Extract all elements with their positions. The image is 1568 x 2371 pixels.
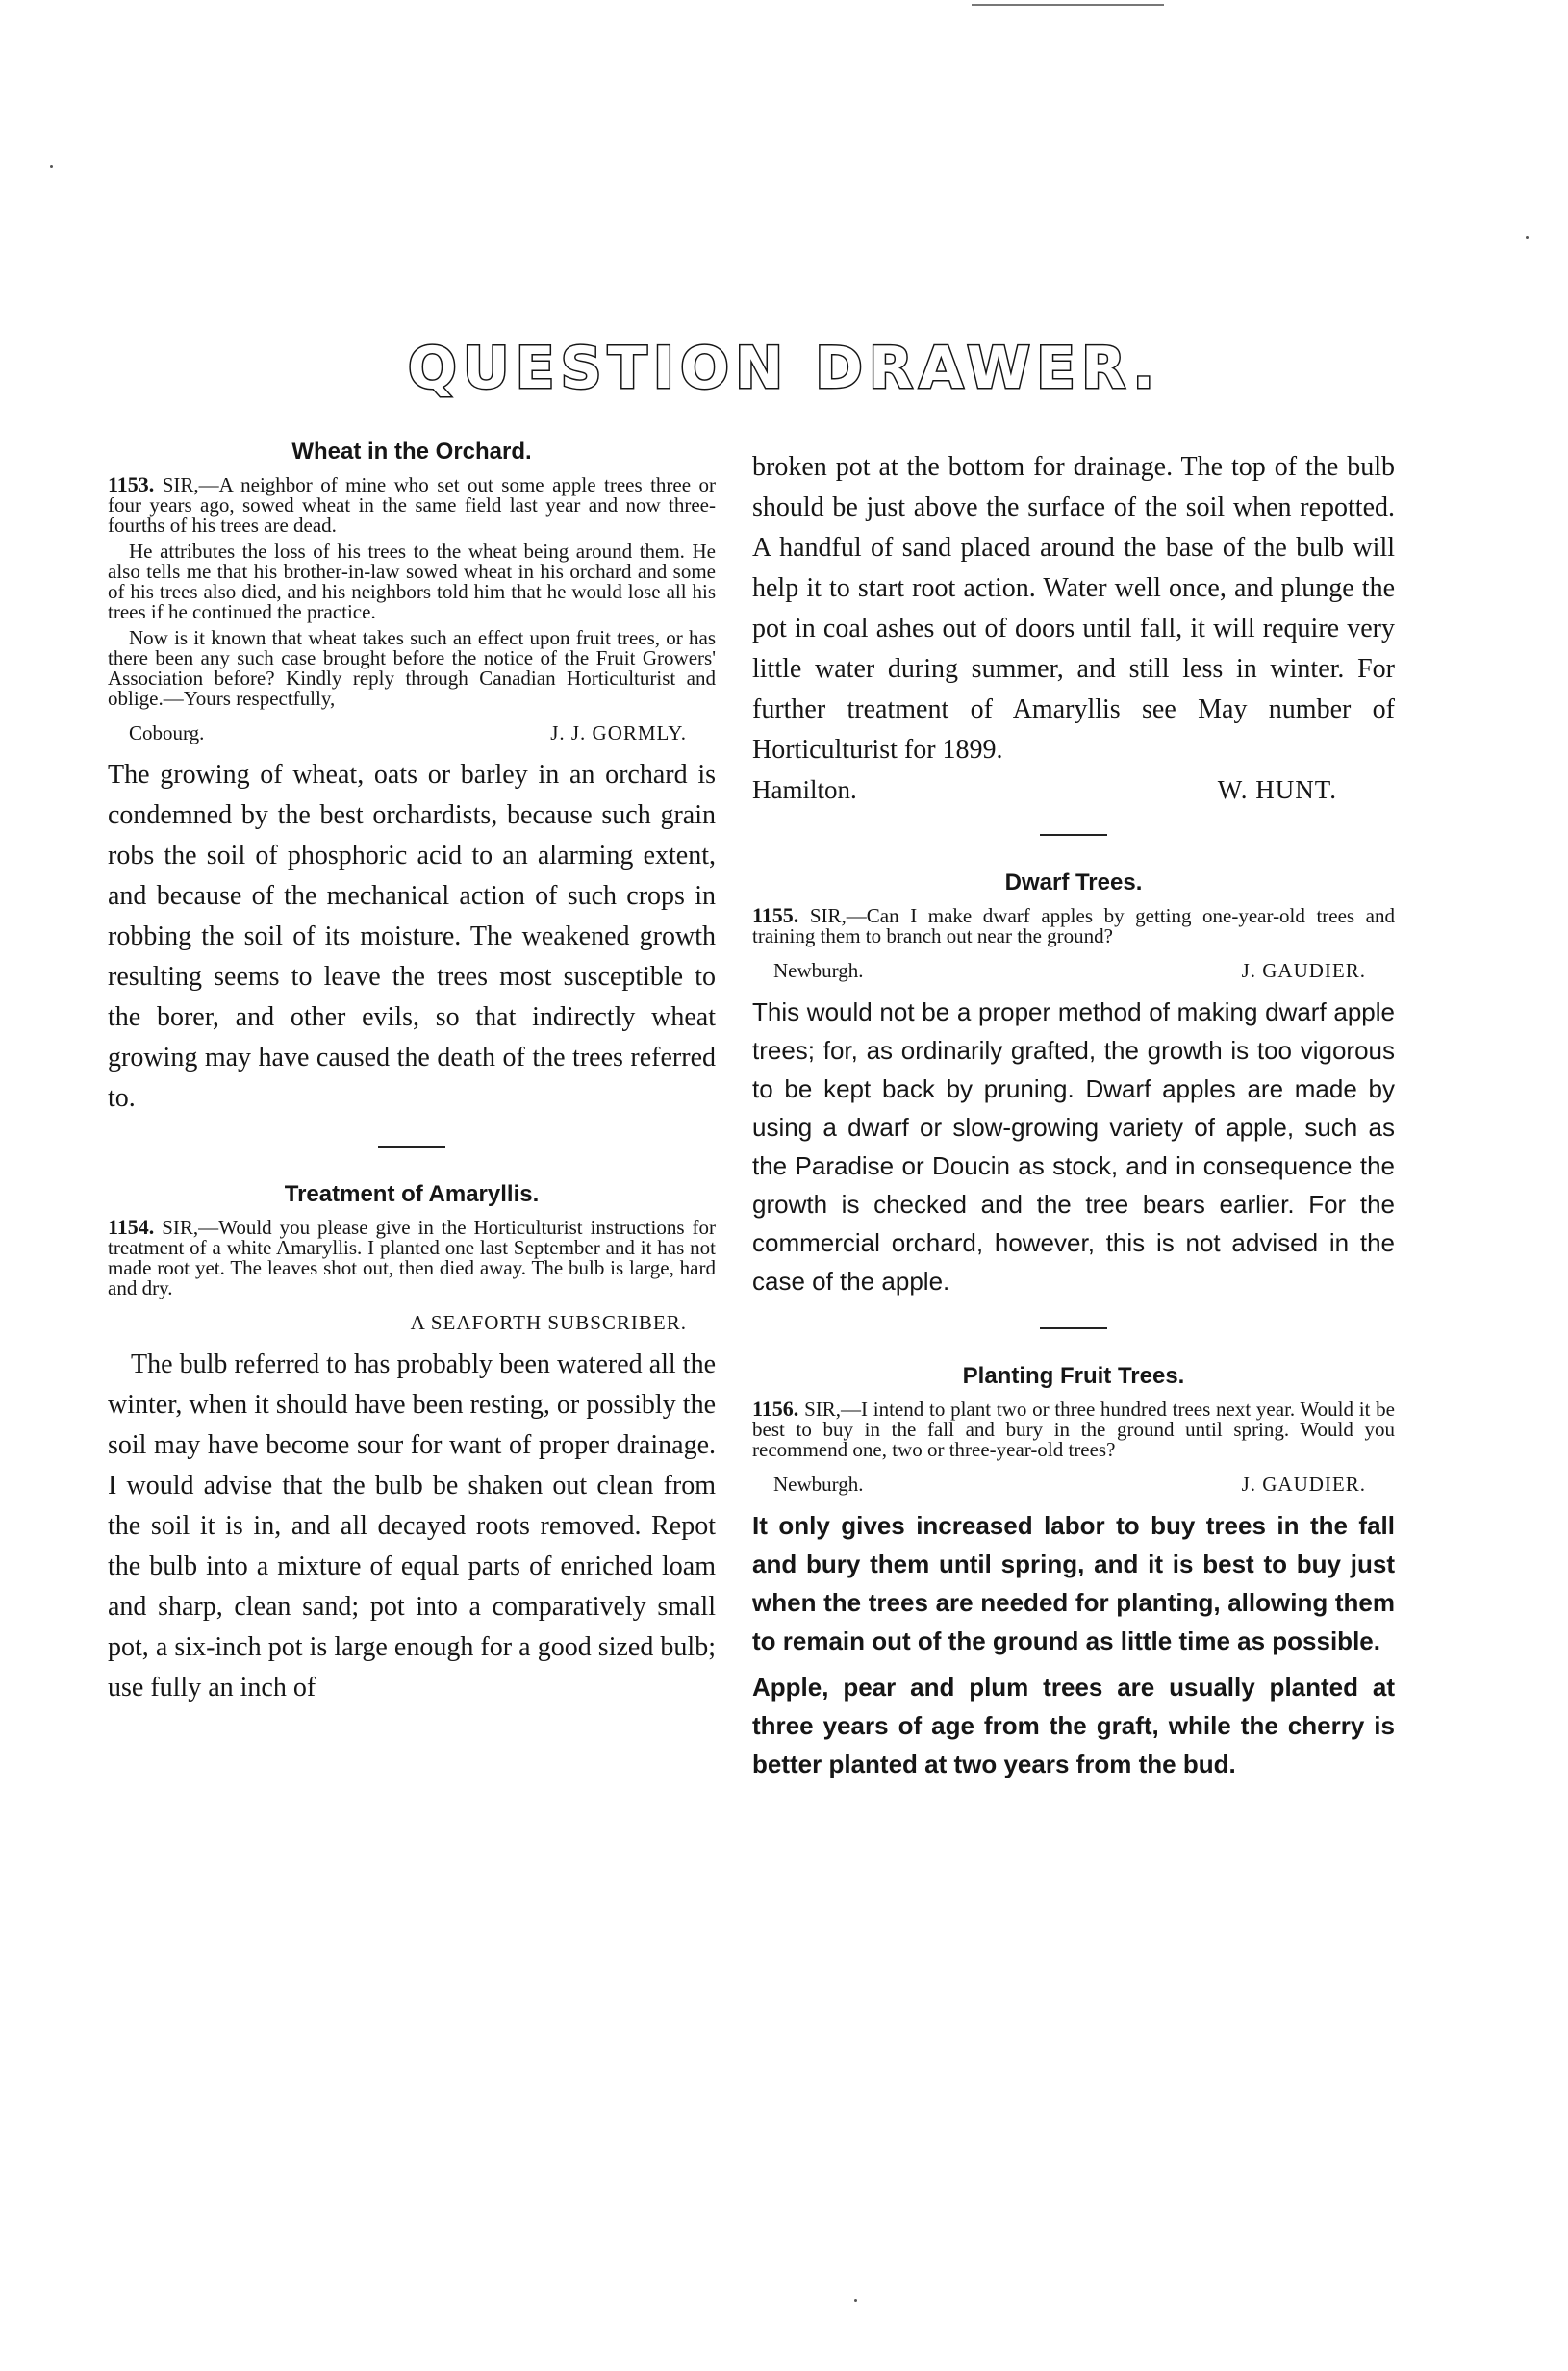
section-dwarf-trees (752, 869, 1395, 1300)
question-paragraph (752, 905, 1395, 946)
signature-author: W. HUNT. (1217, 775, 1337, 804)
section-divider (1040, 834, 1107, 836)
signature-place: Hamilton. (752, 775, 857, 804)
section-title: Wheat in the Orchard. (291, 439, 532, 465)
question-text: SIR,—I intend to plant two or three hundred trees next year. Would it be best to buy in the fall and bury in the ground until spring. Would you recommend one, two or three-year-old trees? (752, 1398, 1396, 1461)
question-paragraph: He attributes the loss of his trees to the wheat being around them. He also tells me that his brother-in-law sowed wheat in his orchard and some of his trees also died, and his neighbors told him that he would lose all his trees if he continued the practice. (108, 540, 716, 623)
signature-line (108, 1310, 716, 1335)
signature-line (108, 720, 716, 745)
answer-paragraph: This would not be a proper method of making dwarf apple trees; for, as ordinarily grafted, the growth is too vigorous to be kept back by pruning. Dwarf apples are made by using a dwarf or slow-growing variety of apple, such as the Paradise or Doucin as stock, and in consequence the growth is checked and the tree bears earlier. For the commercial orchard, however, this is not advised in the case of the apple. (752, 997, 1395, 1296)
answer-paragraph: The bulb referred to has probably been watered all the winter, when it should have been resting, or possibly the soil may have become sour for want of proper drainage. I would advise that the bulb be shaken out clean from the soil it is in, and all decayed roots removed. Repot the bulb into a mixture of equal parts of enriched loam and sharp, clean sand; pot into a comparatively small pot, a six-inch pot is large enough for a good sized bulb; use fully an inch of (108, 1349, 716, 1703)
answer-paragraph: The growing of wheat, oats or barley in an orchard is condemned by the best orchardists, because such grain robs the soil of phosphoric acid to an alarming extent, and because of the mechanical action of such crops in robbing the soil of its moisture. The weakened growth resulting seems to leave the trees most susceptible to the borer, and other evils, so that indirectly wheat growing may have caused the death of the trees referred to. (108, 760, 716, 1113)
question-number: 1155. (752, 903, 799, 927)
page-title: QUESTION DRAWER. (407, 335, 1161, 402)
signature-line (752, 958, 1395, 983)
section-title: Dwarf Trees. (1004, 870, 1143, 895)
signature-author: J. J. GORMLY. (550, 721, 687, 744)
section-divider (378, 1146, 445, 1148)
right-column (752, 447, 1395, 1783)
top-edge-rule (972, 4, 1164, 6)
answer-signature-line (752, 772, 1395, 807)
section-title: Planting Fruit Trees. (962, 1363, 1185, 1389)
paper-speck (854, 2299, 857, 2302)
question-number: 1156. (752, 1397, 799, 1421)
question-text: SIR,—Would you please give in the Horticulturist instructions for treatment of a white Amaryllis. I planted one last September and it has not made root yet. The leaves shot out, then died away. The bulb is large, hard and dry. (108, 1216, 716, 1299)
section-wheat-in-orchard (108, 438, 716, 1119)
answer-paragraph-continued: broken pot at the bottom for drainage. The top of the bulb should be just above the surface of the soil when repotted. A handful of sand placed around the base of the bulb will help it to start root action. Water well once, and plunge the pot in coal ashes out of doors until fall, it will require very little water during summer, and still less in winter. For further treatment of Amaryllis see May number of Horticulturist for 1899. (752, 452, 1395, 765)
signature-line (752, 1472, 1395, 1497)
paper-speck (1526, 236, 1529, 239)
section-treatment-of-amaryllis (108, 1180, 716, 1708)
question-paragraph: Now is it known that wheat takes such an effect upon fruit trees, or has there been any such case brought before the notice of the Fruit Growers' Association before? Kindly reply through Canadian Horticulturist and oblige.—Yours respectfully, (108, 626, 716, 710)
signature-place: Cobourg. (129, 721, 205, 744)
question-paragraph (108, 474, 716, 536)
section-divider (1040, 1327, 1107, 1329)
signature-author: J. GAUDIER. (1241, 959, 1366, 982)
section-title: Treatment of Amaryllis. (284, 1181, 540, 1207)
question-number: 1154. (108, 1215, 155, 1239)
question-paragraph (108, 1217, 716, 1299)
question-text: SIR,—Can I make dwarf apples by getting one-year-old trees and training them to branch out near the ground? (752, 904, 1395, 947)
question-paragraph (752, 1399, 1395, 1460)
answer-paragraph: Apple, pear and plum trees are usually planted at three years of age from the graft, while the cherry is better planted at two years from the bud. (752, 1673, 1395, 1778)
signature-author: J. GAUDIER. (1241, 1473, 1366, 1496)
signature-place: Newburgh. (773, 1473, 864, 1496)
section-planting-fruit-trees (752, 1362, 1395, 1783)
signature-place: Newburgh. (773, 959, 864, 982)
paper-speck (50, 165, 53, 168)
question-text: SIR,—A neighbor of mine who set out some apple trees three or four years ago, sowed wheat in the same field last year and now three-fourths of his trees are dead. (108, 473, 716, 537)
signature-author: A SEAFORTH SUBSCRIBER. (410, 1311, 687, 1334)
left-column (108, 438, 716, 1708)
answer-paragraph: It only gives increased labor to buy trees in the fall and bury them until spring, and it is best to buy just when the trees are needed for planting, allowing them to remain out of the ground as little time as possible. (752, 1511, 1395, 1655)
question-number: 1153. (108, 472, 155, 496)
